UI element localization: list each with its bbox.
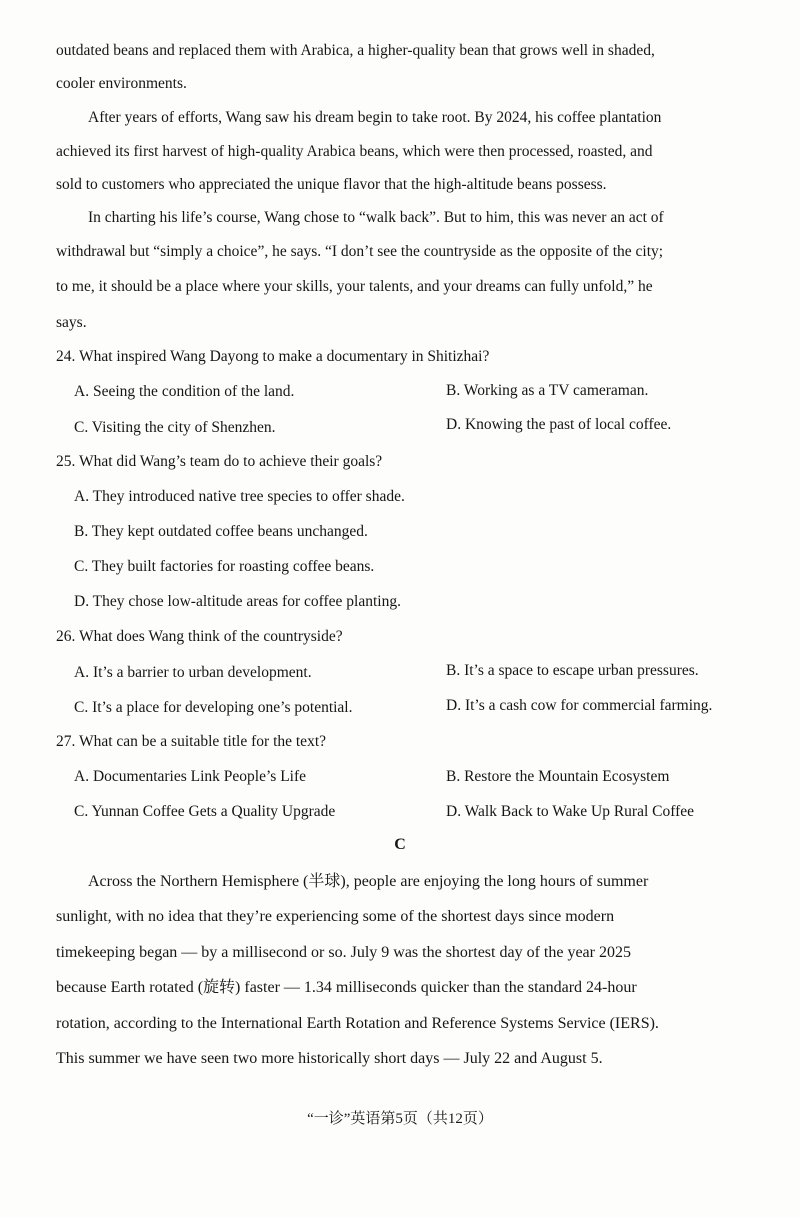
option-a: A. Documentaries Link People’s Life	[74, 768, 307, 785]
option-b: B. Working as a TV cameraman.	[446, 382, 649, 399]
passage-line: In charting his life’s course, Wang chose to “walk back”. But to him, this was never an act of	[88, 209, 664, 226]
passage-line: cooler environments.	[56, 75, 187, 92]
passage-line: says.	[56, 314, 87, 331]
option-d: D. Walk Back to Wake Up Rural Coffee	[446, 803, 695, 820]
option-c: C. Yunnan Coffee Gets a Quality Upgrade	[74, 803, 336, 820]
passage-line: achieved its first harvest of high-quality Arabica beans, which were then processed, roasted, and	[56, 143, 653, 160]
question-stem: 24. What inspired Wang Dayong to make a documentary in Shitizhai?	[56, 348, 490, 365]
option-c: C. Visiting the city of Shenzhen.	[74, 419, 276, 436]
option-d: D. Knowing the past of local coffee.	[446, 416, 672, 433]
passage-line: This summer we have seen two more historically short days — July 22 and August 5.	[56, 1050, 603, 1067]
question-stem: 27. What can be a suitable title for the text?	[56, 733, 327, 750]
passage-line: outdated beans and replaced them with Arabica, a higher-quality bean that grows well in shaded,	[56, 42, 655, 59]
option-d: D. They chose low-altitude areas for coffee planting.	[74, 593, 401, 610]
question-stem: 25. What did Wang’s team do to achieve their goals?	[56, 453, 383, 470]
option-b: B. They kept outdated coffee beans unchanged.	[74, 523, 368, 540]
option-a: A. Seeing the condition of the land.	[74, 383, 295, 400]
option-c: C. It’s a place for developing one’s potential.	[74, 699, 353, 716]
passage-line: withdrawal but “simply a choice”, he says. “I don’t see the countryside as the opposite of the city;	[56, 243, 664, 260]
option-c: C. They built factories for roasting coffee beans.	[74, 558, 375, 575]
page-footer: “一诊”英语第5页（共12页）	[307, 1111, 493, 1127]
option-a: A. They introduced native tree species to offer shade.	[74, 488, 405, 505]
passage-line: to me, it should be a place where your skills, your talents, and your dreams can fully unfold,” he	[56, 278, 653, 295]
option-d: D. It’s a cash cow for commercial farming.	[446, 697, 713, 714]
passage-line: sold to customers who appreciated the unique flavor that the high-altitude beans possess.	[56, 176, 607, 193]
passage-line: rotation, according to the International Earth Rotation and Reference Systems Service (IERS).	[56, 1015, 659, 1032]
passage-line: timekeeping began — by a millisecond or so. July 9 was the shortest day of the year 2025	[56, 944, 631, 961]
passage-line: Across the Northern Hemisphere (半球), people are enjoying the long hours of summer	[88, 873, 649, 890]
option-a: A. It’s a barrier to urban development.	[74, 664, 312, 681]
option-b: B. Restore the Mountain Ecosystem	[446, 768, 670, 785]
option-b: B. It’s a space to escape urban pressures.	[446, 662, 699, 679]
question-stem: 26. What does Wang think of the countryside?	[56, 628, 343, 645]
passage-line: because Earth rotated (旋转) faster — 1.34 milliseconds quicker than the standard 24-hour	[56, 979, 637, 996]
passage-line: After years of efforts, Wang saw his dream begin to take root. By 2024, his coffee plantation	[88, 109, 662, 126]
section-heading: C	[394, 836, 406, 853]
passage-line: sunlight, with no idea that they’re experiencing some of the shortest days since modern	[56, 908, 615, 925]
